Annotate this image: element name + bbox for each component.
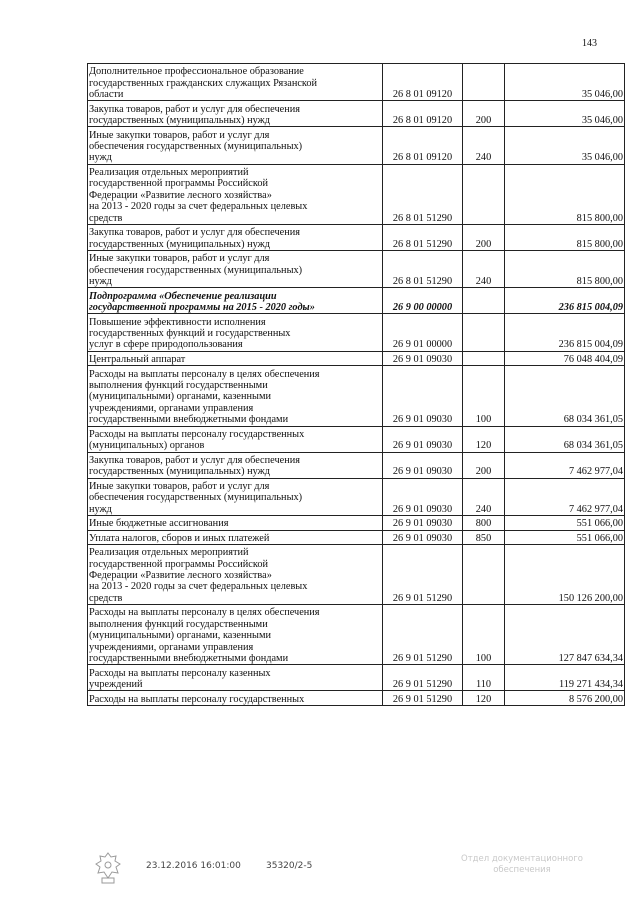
row-code-cell: 26 9 01 51290 [383,605,463,665]
row-name-cell: Иные закупки товаров, работ и услуг для обеспечения государственных (муниципальных) нужд [88,127,383,164]
row-type-cell: 240 [463,478,505,515]
table-row [88,452,625,478]
row-name-cell: Закупка товаров, работ и услуг для обеспечения государственных (муниципальных) нужд [88,452,383,478]
row-name-cell: Расходы на выплаты персоналу в целях обеспечения выполнения функций государственными (муниципальными) органами, казенными учреждениями, органами управления государственными внебюджетными фондами [88,366,383,426]
row-code-cell: 26 8 01 09120 [383,64,463,101]
footer-doc-number: 35320/2-5 [266,861,313,871]
row-code-cell: 26 9 01 51290 [383,545,463,605]
table-row [88,426,625,452]
row-amount-cell: 236 815 004,09 [505,314,625,351]
row-amount-cell: 35 046,00 [505,101,625,127]
table-row [88,351,625,366]
row-type-cell: 200 [463,452,505,478]
table-row [88,127,625,164]
table-row [88,250,625,287]
row-type-cell: 110 [463,665,505,691]
row-code-cell: 26 9 01 51290 [383,691,463,706]
row-name-cell: Повышение эффективности исполнения государственных функций и государственных услуг в сфере природопользования [88,314,383,351]
row-code-cell: 26 9 00 00000 [383,288,463,314]
table-row [88,314,625,351]
row-name-cell: Дополнительное профессиональное образование государственных гражданских служащих Рязанской области [88,64,383,101]
table-row [88,478,625,515]
table-row [88,665,625,691]
budget-table-body [88,64,625,706]
table-row [88,224,625,250]
footer-date: 23.12.2016 16:01:00 [146,861,241,871]
coat-of-arms-icon [94,851,122,885]
row-amount-cell: 8 576 200,00 [505,691,625,706]
row-code-cell: 26 9 01 51290 [383,665,463,691]
row-amount-cell: 68 034 361,05 [505,426,625,452]
row-type-cell: 200 [463,101,505,127]
row-amount-cell: 35 046,00 [505,127,625,164]
row-name-cell: Иные бюджетные ассигнования [88,515,383,530]
row-name-cell: Расходы на выплаты персоналу казенных учреждений [88,665,383,691]
row-type-cell [463,64,505,101]
row-name-cell: Расходы на выплаты персоналу в целях обеспечения выполнения функций государственными (муниципальными) органами, казенными учреждениями, органами управления государственными внебюджетными фондами [88,605,383,665]
row-code-cell: 26 9 01 09030 [383,366,463,426]
row-amount-cell: 551 066,00 [505,530,625,545]
row-type-cell: 240 [463,250,505,287]
row-type-cell: 200 [463,224,505,250]
table-row [88,366,625,426]
page-footer [90,851,620,891]
row-name-cell: Иные закупки товаров, работ и услуг для обеспечения государственных (муниципальных) нужд [88,250,383,287]
row-code-cell: 26 8 01 51290 [383,164,463,224]
table-row [88,545,625,605]
row-code-cell: 26 9 01 09030 [383,351,463,366]
row-code-cell: 26 9 01 09030 [383,530,463,545]
row-type-cell [463,164,505,224]
row-code-cell: 26 9 01 09030 [383,478,463,515]
row-name-cell: Уплата налогов, сборов и иных платежей [88,530,383,545]
row-name-cell: Подпрограмма «Обеспечение реализации государственной программы на 2015 - 2020 годы» [88,288,383,314]
table-row [88,288,625,314]
row-type-cell: 240 [463,127,505,164]
row-amount-cell: 35 046,00 [505,64,625,101]
row-code-cell: 26 9 01 09030 [383,452,463,478]
row-amount-cell: 815 800,00 [505,164,625,224]
row-amount-cell: 815 800,00 [505,224,625,250]
row-name-cell: Закупка товаров, работ и услуг для обеспечения государственных (муниципальных) нужд [88,224,383,250]
row-amount-cell: 7 462 977,04 [505,478,625,515]
row-name-cell: Закупка товаров, работ и услуг для обеспечения государственных (муниципальных) нужд [88,101,383,127]
page-number: 143 [582,38,597,49]
row-name-cell: Реализация отдельных мероприятий государственной программы Российской Федерации «Развитие лесного хозяйства» на 2013 - 2020 годы за счет федеральных целевых средств [88,545,383,605]
row-code-cell: 26 8 01 09120 [383,127,463,164]
footer-stamp: Отдел документационного обеспечения [461,854,583,875]
row-amount-cell: 150 126 200,00 [505,545,625,605]
row-code-cell: 26 8 01 51290 [383,250,463,287]
row-code-cell: 26 8 01 51290 [383,224,463,250]
row-code-cell: 26 9 01 09030 [383,426,463,452]
row-code-cell: 26 9 01 00000 [383,314,463,351]
row-amount-cell: 236 815 004,09 [505,288,625,314]
row-name-cell: Расходы на выплаты персоналу государственных (муниципальных) органов [88,426,383,452]
row-type-cell: 100 [463,366,505,426]
row-amount-cell: 119 271 434,34 [505,665,625,691]
row-amount-cell: 551 066,00 [505,515,625,530]
row-amount-cell: 815 800,00 [505,250,625,287]
row-type-cell: 120 [463,426,505,452]
row-name-cell: Иные закупки товаров, работ и услуг для обеспечения государственных (муниципальных) нужд [88,478,383,515]
table-row [88,530,625,545]
row-type-cell [463,314,505,351]
table-row [88,605,625,665]
row-type-cell [463,288,505,314]
row-code-cell: 26 9 01 09030 [383,515,463,530]
row-type-cell [463,545,505,605]
row-type-cell [463,351,505,366]
row-amount-cell: 7 462 977,04 [505,452,625,478]
table-row [88,164,625,224]
row-name-cell: Центральный аппарат [88,351,383,366]
row-amount-cell: 76 048 404,09 [505,351,625,366]
table-row [88,101,625,127]
row-name-cell: Реализация отдельных мероприятий государственной программы Российской Федерации «Развитие лесного хозяйства» на 2013 - 2020 годы за счет федеральных целевых средств [88,164,383,224]
row-amount-cell: 68 034 361,05 [505,366,625,426]
row-name-cell: Расходы на выплаты персоналу государственных [88,691,383,706]
row-type-cell: 120 [463,691,505,706]
row-type-cell: 100 [463,605,505,665]
row-type-cell: 800 [463,515,505,530]
row-amount-cell: 127 847 634,34 [505,605,625,665]
row-type-cell: 850 [463,530,505,545]
row-code-cell: 26 8 01 09120 [383,101,463,127]
table-row [88,691,625,706]
table-row [88,515,625,530]
budget-table [87,63,625,706]
table-row [88,64,625,101]
